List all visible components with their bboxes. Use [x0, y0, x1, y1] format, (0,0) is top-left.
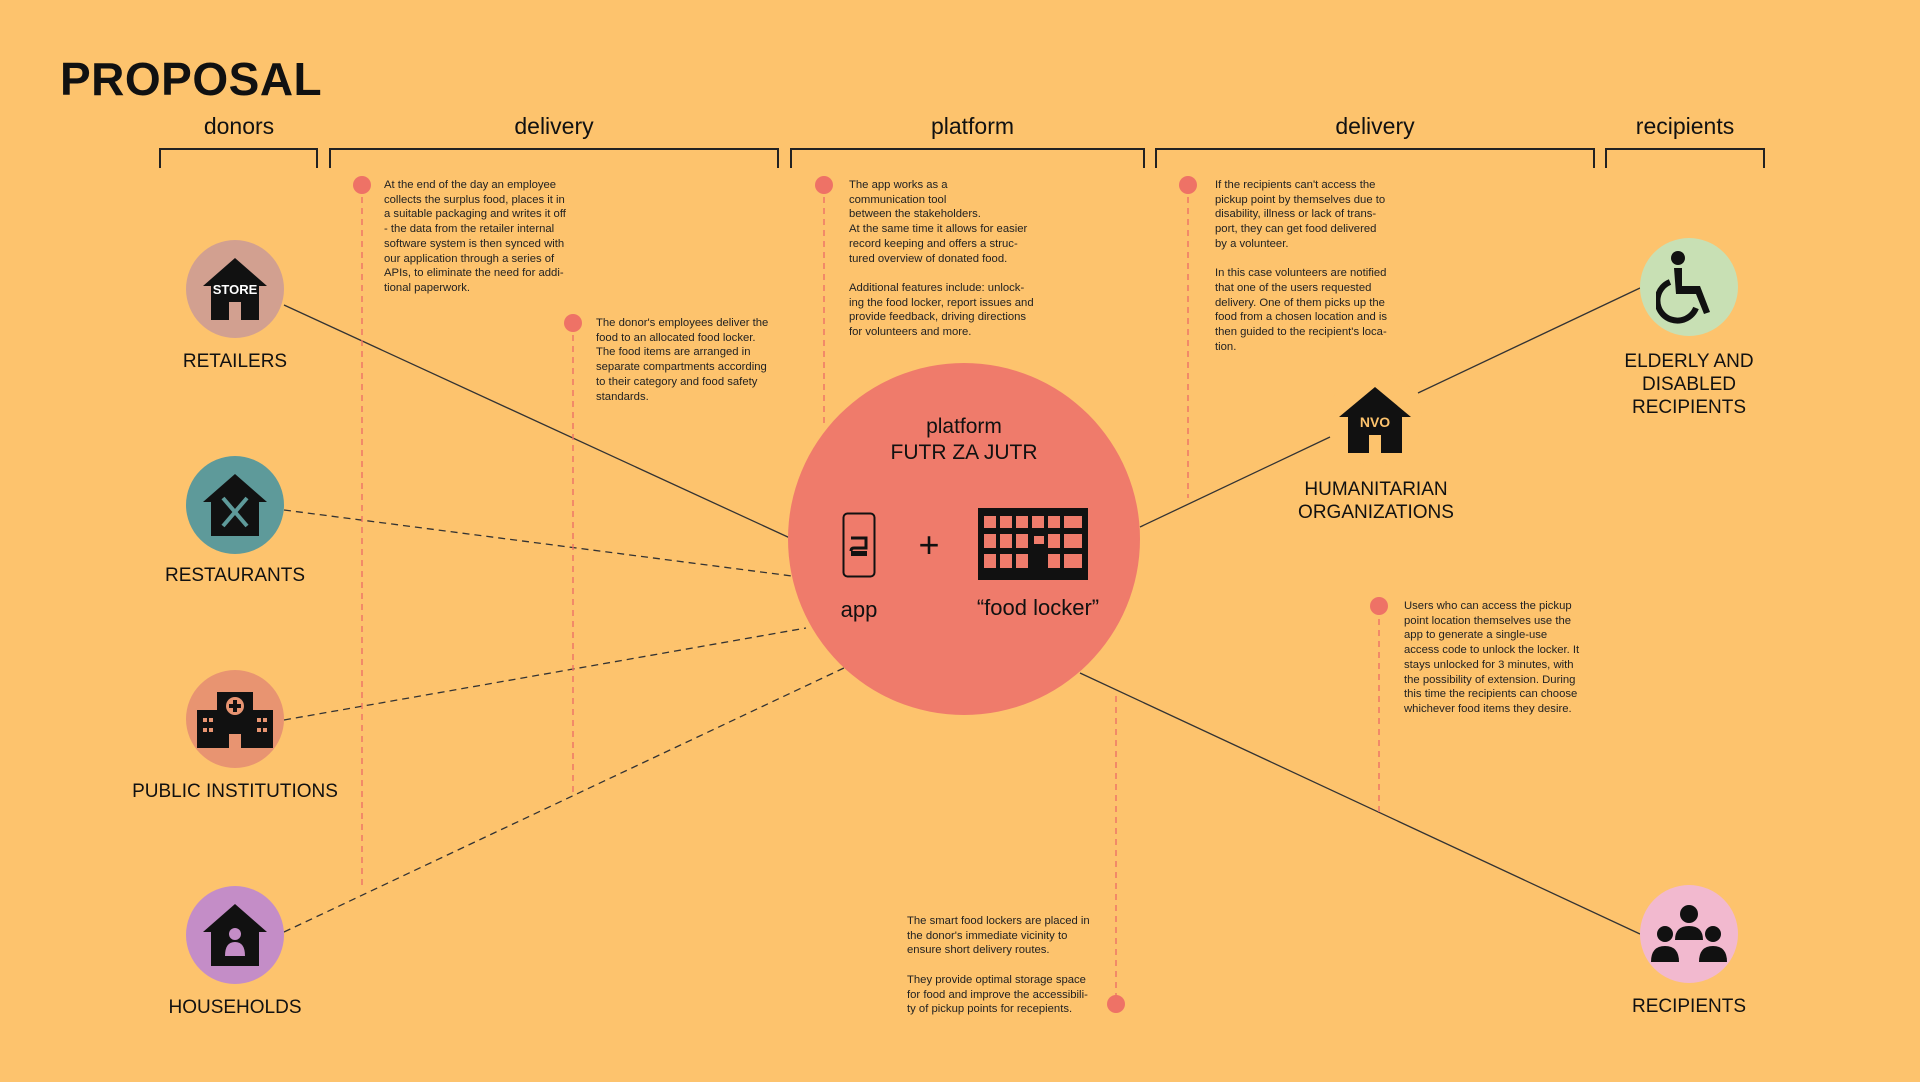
hospital-icon	[195, 688, 275, 750]
note-donor-collect: At the end of the day an employee collects the surplus food, places it in a suitable packaging and writes it off - the data from the retailer internal software system is then synced with our application through a series of APIs, to eliminate the need for addi- tional paperwork.	[384, 179, 566, 294]
recipients-label: RECIPIENTS	[1631, 996, 1747, 1017]
column-label-donors: donors	[203, 113, 275, 139]
svg-text:NVO: NVO	[1359, 414, 1391, 430]
platform-caption: platform	[926, 415, 1002, 438]
retailers-label: RETAILERS	[182, 351, 288, 372]
column-label-delivery-donors: delivery	[514, 113, 594, 139]
food-locker-label: “food locker”	[976, 595, 1100, 620]
public-institutions-label: PUBLIC INSTITUTIONS	[132, 781, 338, 802]
platform-circle	[788, 363, 1140, 715]
food-locker-icon	[978, 508, 1088, 580]
restaurant-icon	[200, 470, 270, 540]
note-volunteer-delivery: If the recipients can't access the pickup point by themselves due to disability, illness or lack of trans- port, they can get food delivered by a volunteer. In this case volunteers are notified that one of the users requested delivery. One of them picks up the food from a chosen location and is then guided to the recipient's loca- tion.	[1215, 179, 1388, 353]
note-dot-volunteer	[1179, 176, 1197, 194]
phone-app-icon	[842, 512, 876, 578]
note-dot-pickup	[1370, 597, 1388, 615]
page-title: PROPOSAL	[60, 53, 323, 105]
households-label: HOUSEHOLDS	[168, 997, 302, 1018]
platform-name: FUTR ZA JUTR	[890, 441, 1038, 464]
store-icon	[200, 254, 270, 324]
elderly-recipients-node	[1640, 238, 1738, 336]
column-label-platform: platform	[930, 113, 1015, 139]
column-label-recipients: recipients	[1635, 113, 1735, 139]
household-icon	[200, 900, 270, 970]
note-dot-app	[815, 176, 833, 194]
note-dot-collect	[353, 176, 371, 194]
connector-households	[284, 667, 846, 932]
humanitarian-organizations-label: HUMANITARIAN ORGANIZATIONS	[1298, 479, 1454, 523]
note-platform-app: The app works as a communication tool between the stakeholders. At the same time it allows for easier record keeping and offers a struc- tured overview of donated food. Additional features include: unlock- ing the food locker, report issues and provide feedback, driving directions for volunteers and more.	[849, 179, 1034, 339]
note-lockers: The smart food lockers are placed in the donor's immediate vicinity to ensure short delivery routes. They provide optimal storage space for food and improve the accessibili- ty of pickup points for recepients.	[907, 915, 1090, 1016]
app-label: app	[840, 597, 878, 622]
restaurants-node	[186, 456, 284, 554]
note-self-pickup: Users who can access the pickup point location themselves use the app to generate a single-use access code to unlock the locker. It stays unlocked for 3 minutes, with the possibility of extension. During this time the recipients can choose whichever food items they desire.	[1404, 600, 1580, 715]
plus-sign: +	[918, 524, 940, 565]
elderly-recipients-label: ELDERLY AND DISABLED RECIPIENTS	[1624, 351, 1754, 418]
svg-text:STORE: STORE	[212, 282, 258, 297]
wheelchair-icon	[1656, 250, 1722, 324]
households-node	[186, 886, 284, 984]
note-dot-deliver	[564, 314, 582, 332]
column-label-delivery-recipients: delivery	[1335, 113, 1415, 139]
retailers-node	[186, 240, 284, 338]
note-donor-deliver: The donor's employees deliver the food to an allocated food locker. The food items are arranged in separate compartments according to their category and food safety standards.	[596, 317, 769, 403]
group-icon	[1649, 904, 1729, 964]
recipients-node	[1640, 885, 1738, 983]
nvo-house-icon	[1336, 383, 1414, 455]
public-institutions-node	[186, 670, 284, 768]
humanitarian-organizations-node	[1328, 372, 1422, 466]
connector-restaurants	[284, 510, 792, 576]
restaurants-label: RESTAURANTS	[164, 565, 306, 586]
